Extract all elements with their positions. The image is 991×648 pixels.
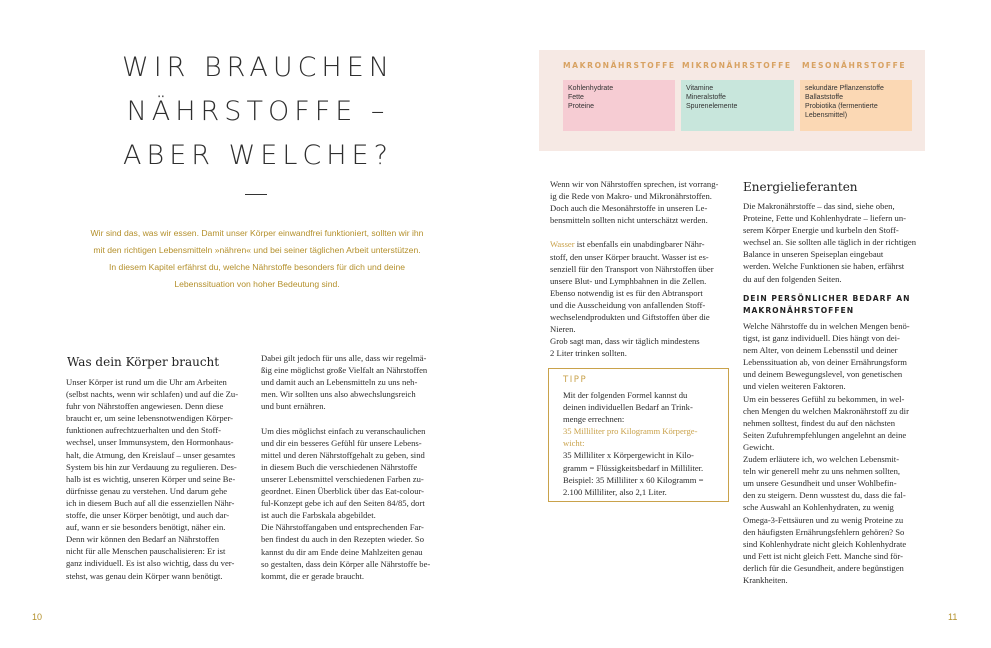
text-line [550, 238, 732, 250]
title-divider [245, 194, 267, 195]
text-line: mittel und deren Nährstoffgehalt zu geben, sind [261, 449, 425, 460]
text-line: Unser Körper ist rund um die Uhr am Arbeiten [66, 377, 227, 387]
subheading-line: DEIN PERSÖNLICHER BEDARF AN [743, 294, 911, 303]
text-line: und vielen weiteren Faktoren. [743, 381, 846, 392]
text-line: Denn wir können den Bedarf an Nährstoffen [66, 534, 220, 545]
chapter-title-line-2: NÄHRSTOFFE – [126, 96, 390, 127]
text-line: unsere Blut- und Lymphbahnen in die Zellen. [550, 275, 707, 286]
text-line: stoff, den unser Körper braucht. Wasser ist es- [550, 251, 709, 262]
meso-header: MESONÄHRSTOFFE [802, 61, 907, 70]
meso-box [800, 80, 912, 131]
text-line: und Fett ist nicht gleich Fett. Manche sind för- [743, 550, 903, 561]
text-line: ful-Konzept gebe ich auf den Seiten 84/85, dort [261, 498, 425, 509]
tip-line: Mit der folgenden Formel kannst du [563, 390, 688, 400]
text-line: und die Ausscheidung von anfallenden Stoff- [550, 299, 706, 310]
left-column-1 [66, 376, 254, 582]
subheading-macro-needs [743, 293, 911, 317]
text-line: ben findest du auch in den Rezepten wieder. So [261, 534, 424, 545]
text-line: ßig eine möglichst große Vielfalt an Nährstoffen [261, 365, 428, 376]
macro-item: Kohlenhydrate [568, 85, 614, 92]
text-line: wechselendprodukten und Giftstoffen über die [550, 312, 710, 323]
text-line: funktionen aufrechtzuerhalten und den Stoff- [66, 425, 221, 436]
text-line: ganz individuell. Es ist also wichtig, dass du ver- [66, 558, 235, 569]
intro-line: Lebenssituation von hoher Bedeutung sind. [174, 279, 340, 289]
micro-item: Spurenelemente [686, 103, 738, 110]
text-line: Balance in unseren Speiseplan eingebaut [743, 249, 884, 260]
text-line: den zu steigern. Denn wusstest du, dass die fal- [743, 490, 906, 501]
text-line: Nieren. [550, 324, 576, 335]
text-span: ist ebenfalls ein unabdingbarer Nähr- [574, 239, 705, 250]
text-line: kommt, die er gerade braucht. [261, 570, 365, 581]
right-column-2a [743, 200, 928, 285]
text-line: und deinem Bewegungslevel, von genetischen [743, 369, 903, 380]
text-line: serem Körper Energie und kurbeln den Stoff- [743, 225, 899, 236]
text-line: nem Alter, von deinem Lebensstil und deiner [743, 345, 898, 356]
meso-item: sekundäre Pflanzenstoffe [805, 85, 884, 92]
text-line: ist auch die Farbskala abgebildet. [261, 510, 376, 521]
text-line: halt, die Atmung, den Kreislauf – unser gesamtes [66, 449, 236, 460]
micro-item: Vitamine [686, 85, 714, 92]
macro-item: Fette [568, 94, 584, 101]
text-line: derlich für die Gesundheit, andere begünstigen [743, 562, 904, 573]
water-keyword: Wasser [550, 239, 575, 250]
text-line: Dabei gilt jedoch für uns alle, dass wir regelmä- [261, 353, 427, 363]
text-line: wechsel, unser Immunsystem, den Hormonhaus- [66, 437, 234, 448]
text-line: fuhr von Nährstoffen angewiesen. Denn diese [66, 401, 224, 412]
text-line: und dir ein besseres Gefühl für unsere Lebens- [261, 437, 422, 448]
text-line: Um dies möglichst einfach zu veranschaulichen [261, 425, 426, 436]
text-line: sind Kohlenhydrate nicht gleich Kohlenhydrate [743, 538, 907, 549]
intro-line: mit den richtigen Lebensmitteln »nähren« und bei seiner täglichen Arbeit unterstützen. [93, 245, 421, 255]
text-line: Doch auch die Mesonährstoffe in unseren Le- [550, 203, 708, 214]
page-number-right: 11 [948, 612, 958, 622]
paragraph-gap [550, 226, 732, 238]
text-line: Grob sagt man, dass wir täglich mindestens [550, 336, 700, 347]
right-column-2b [743, 320, 928, 586]
tip-formula-line: wicht: [563, 438, 585, 449]
text-line: tigst, ist ganz individuell. Dies hängt von dei- [743, 333, 900, 344]
text-line: chen Mengen du welchen Makronährstoff zu dir [743, 405, 909, 416]
meso-item: Probiotika (fermentierte [805, 103, 878, 110]
text-line: wechsel an. Sie sollten alle täglich in der richtigen [743, 237, 917, 248]
text-line: Omega-3-Fettsäuren und zu wenig Proteine zu [743, 514, 904, 525]
text-line: ich in diesem Buch auf all die essenziellen Nähr- [66, 497, 235, 508]
text-line: bensmitteln sollten nicht unterschätzt werden. [550, 215, 708, 226]
text-line: braucht er, um seine lebensnotwendigen Körper- [66, 413, 234, 424]
text-line: ig die Rede von Makro- und Mikronährstoffen. [550, 191, 712, 202]
text-line: Welche Nährstoffe du in welchen Mengen benö- [743, 321, 910, 331]
text-line: dürfnisse genau zu verstehen. Und darum gehe [66, 485, 228, 496]
tip-line: deinen individuellen Bedarf an Trink- [563, 402, 693, 413]
tip-box [548, 368, 729, 502]
text-line: teln wir generell mehr zu uns nehmen sollten, [743, 466, 901, 477]
chapter-intro [64, 225, 450, 293]
text-line: nehmen solltest, findest du auf den nächsten [743, 417, 896, 428]
intro-line: Wir sind das, was wir essen. Damit unser Körper einwandfrei funktioniert, sollten wir ihn [90, 228, 424, 238]
text-line: (selbst nachts, wenn wir schlafen) und auf die Zu- [66, 389, 239, 400]
micro-item: Mineralstoffe [686, 94, 726, 101]
tip-formula-line: 35 Milliliter pro Kilogramm Körperge- [563, 426, 698, 437]
text-line: senziell für den Transport von Nährstoffen über [550, 263, 714, 274]
tip-line: gramm = Flüssigkeitsbedarf in Milliliter. [563, 462, 704, 473]
text-line: auf, wann er sie besonders benötigt, näher ein. [66, 522, 226, 533]
text-line: um unsere Gesundheit und unser Wohlbefin- [743, 478, 897, 489]
text-line: Wenn wir von Nährstoffen sprechen, ist vorrang- [550, 179, 719, 189]
text-line: werden. Welche Funktionen sie haben, erfährst [743, 261, 905, 272]
macro-item: Proteine [568, 103, 595, 110]
tip-heading: TIPP [563, 375, 588, 385]
intro-line: In diesem Kapitel erfährst du, welche Nährstoffe besonders für dich und deine [108, 262, 406, 272]
left-column-2 [261, 352, 451, 582]
nutrient-overview-panel [539, 50, 925, 151]
text-line: System bis hin zur Verdauung zu regulieren. Des- [66, 461, 237, 472]
text-line: Proteine, Fette und Kohlenhydrate – liefern un- [743, 213, 906, 224]
text-line: halb ist es wichtig, unseren Körper und seine Be- [66, 473, 236, 484]
text-line: unserer Lebensmittel verschiedenen Farben zu- [261, 473, 424, 484]
text-line: Um ein besseres Gefühl zu bekommen, in wel- [743, 393, 905, 404]
micro-header: MIKRONÄHRSTOFFE [682, 61, 792, 70]
text-line: Lebenssituation ab, von deiner Ernährungsform [743, 357, 907, 368]
chapter-title-line-1: WIR BRAUCHEN [122, 52, 394, 83]
tip-text [563, 389, 703, 498]
tip-line: 2.100 Milliliter, also 2,1 Liter. [563, 486, 667, 497]
page-number-left: 10 [32, 612, 43, 622]
micro-box [681, 80, 794, 131]
text-line: sche Auswahl an Kohlenhydraten, zu wenig [743, 502, 894, 513]
text-line: stoffe, die unser Körper benötigt, und auch dar- [66, 510, 230, 521]
text-line: Ebenso notwendig ist es für den Abtransport [550, 287, 703, 298]
text-line: den häufigsten Ernährungsfehlern gehören? So [743, 526, 905, 537]
meso-item: Lebensmittel) [805, 112, 848, 119]
paragraph-gap [261, 412, 451, 424]
text-line: kannst du dir am Ende deine Mahlzeiten genau [261, 546, 423, 557]
text-line: und bunt ernähren. [261, 401, 326, 412]
text-line: Krankheiten. [743, 574, 788, 585]
tip-line: Beispiel: 35 Milliliter x 60 Kilogramm = [563, 474, 704, 485]
right-column-1 [550, 178, 732, 359]
text-line: nicht für alle Menschen pauschalisieren: Er ist [66, 546, 226, 557]
text-line: 2 Liter trinken sollten. [550, 348, 627, 359]
macro-box [563, 80, 675, 131]
text-line: Die Nährstoffangaben und entsprechenden Far- [261, 522, 424, 533]
text-line: Seiten Zufuhrempfehlungen angelehnt an deine [743, 429, 907, 440]
tip-line: 35 Milliliter x Körpergewicht in Kilo- [563, 450, 694, 461]
subheading-line: MAKRONÄHRSTOFFEN [743, 306, 855, 315]
text-line: du auf den folgenden Seiten. [743, 273, 842, 284]
section-heading-energy: Energielieferanten [743, 180, 858, 194]
meso-item: Ballaststoffe [805, 94, 844, 101]
text-line: und damit auch an Lebensmitteln zu uns neh- [261, 377, 418, 388]
text-line: men. Wir sollten uns also abwechslungsreich [261, 389, 416, 400]
macro-header: MAKRONÄHRSTOFFE [563, 61, 676, 70]
text-line: geordnet. Einen Überblick über das Eat-colour- [261, 486, 425, 497]
text-line: Zudem erläutere ich, wo welchen Lebensmit- [743, 454, 900, 465]
text-line: stehst, was genau dein Körper wann benötigt. [66, 570, 223, 581]
text-line: Gewicht. [743, 441, 775, 452]
text-line: so gestalten, dass dein Körper alle Nährstoffe be- [261, 558, 431, 569]
section-heading-body-needs: Was dein Körper braucht [67, 355, 220, 369]
tip-line: menge errechnen: [563, 414, 625, 425]
text-line: in diesem Buch die verschiedenen Nährstoffe [261, 461, 418, 472]
text-line: Die Makronährstoffe – das sind, siehe oben, [743, 201, 895, 211]
chapter-title-line-3: ABER WELCHE? [123, 140, 393, 171]
